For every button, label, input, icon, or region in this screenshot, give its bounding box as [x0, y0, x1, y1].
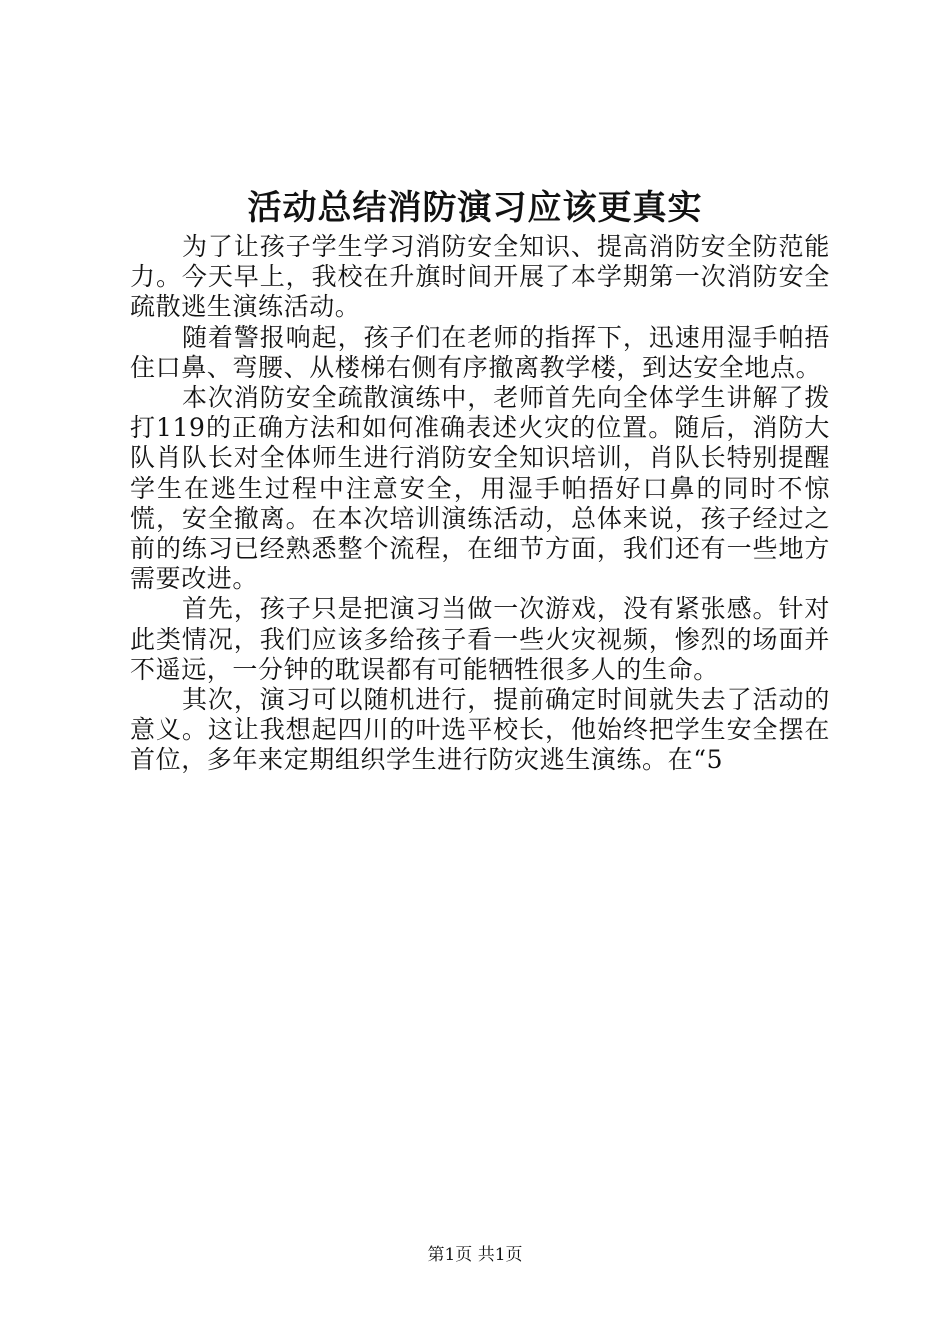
document-body: [130, 232, 830, 776]
paragraph-3: 本次消防安全疏散演练中，老师首先向全体学生讲解了拨打119的正确方法和如何准确表述火灾的位置。随后，消防大队肖队长对全体师生进行消防安全知识培训，肖队长特别提醒学生在逃生过程中注意安全，用湿手帕捂好口鼻的同时不惊慌，安全撤离。在本次培训演练活动，总体来说，孩子经过之前的练习已经熟悉整个流程，在细节方面，我们还有一些地方需要改进。: [130, 383, 830, 594]
page-footer: 第1页 共1页: [427, 1245, 523, 1265]
paragraph-2: 随着警报响起，孩子们在老师的指挥下，迅速用湿手帕捂住口鼻、弯腰、从楼梯右侧有序撤离教学楼，到达安全地点。: [130, 322, 830, 382]
paragraph-1: 为了让孩子学生学习消防安全知识、提高消防安全防范能力。今天早上，我校在升旗时间开展了本学期第一次消防安全疏散逃生演练活动。: [130, 232, 830, 322]
paragraph-5: 其次，演习可以随机进行，提前确定时间就失去了活动的意义。这让我想起四川的叶选平校长，他始终把学生安全摆在首位，多年来定期组织学生进行防灾逃生演练。在“5: [130, 685, 830, 775]
paragraph-4: 首先，孩子只是把演习当做一次游戏，没有紧张感。针对此类情况，我们应该多给孩子看一些火灾视频，惨烈的场面并不遥远，一分钟的耽误都有可能牺牲很多人的生命。: [130, 594, 830, 684]
document-title: 活动总结消防演习应该更真实: [247, 188, 703, 228]
